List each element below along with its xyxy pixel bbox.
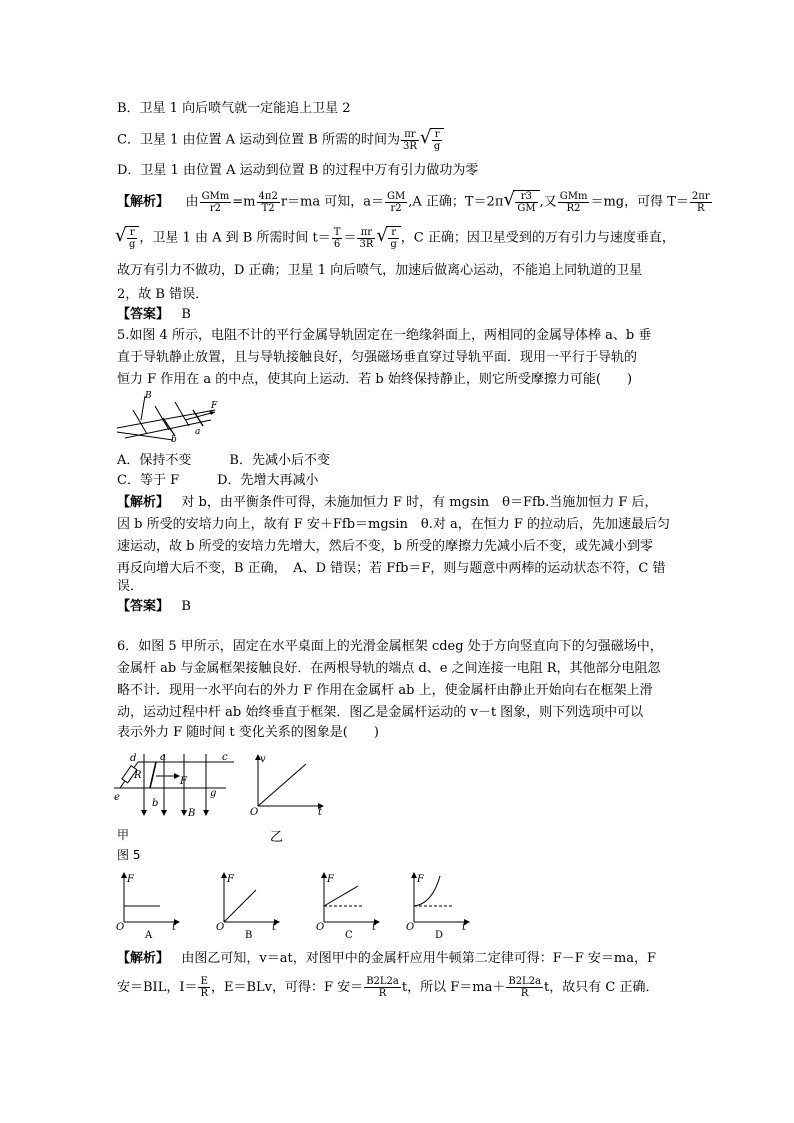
- q5-stem-line-2: 直于导轨静止放置，且与导轨接触良好，匀强磁场垂直穿过导轨平面．现用一平行于导轨的: [117, 350, 638, 365]
- q5-analysis-line-5: 误．: [117, 579, 144, 594]
- option-c-label: C: [345, 930, 353, 940]
- q6-stem-line-4: 动，运动过程中杆 ab 始终垂直于框架．图乙是金属杆运动的 v－t 图象，则下列选项中可以: [117, 705, 644, 720]
- fig-caption-yi: 乙: [270, 830, 284, 845]
- analysis-line-3: 故万有引力不做功，D 正确；卫星 1 向后喷气，加速后做离心运动，不能追上同轨道的卫星: [117, 263, 643, 278]
- svg-text:F: F: [227, 874, 234, 885]
- fig5-label-R: R: [134, 770, 142, 781]
- option-b-label: B: [245, 930, 253, 940]
- analysis-line-4: 2，故 B 错误．: [117, 287, 209, 302]
- fig5-yi-label-t: t: [318, 807, 323, 816]
- fig4-label-F: F: [211, 401, 218, 411]
- fig-caption-figure-5: 图 5: [117, 848, 141, 862]
- figure-4-diagram: [115, 388, 225, 444]
- q5-answer-line: 【答案】 B: [117, 599, 191, 614]
- svg-text:O: O: [316, 922, 325, 933]
- fig5-label-F: F: [180, 776, 187, 787]
- fig5-label-d: d: [130, 753, 137, 764]
- q5-options-row-1: A．保持不变 B．先减小后不变: [117, 453, 330, 468]
- option-graph-b: [214, 870, 284, 940]
- analysis-line-1: 【解析】 由 $\frac{\text{GMm}}{r2}$ =m $\frac{4\pi 2}{T2}$ r＝ma 可知，a＝ $\frac{GM}{r2}$ ,A 正确；T＝2π √ $\frac{r3}{GM}$ ,又 $\frac{\text{GMm}}{R2}$ ＝mg，可得 T＝ $\frac{2\pi r}{R}$: [117, 190, 713, 214]
- q6-analysis-line-2: 安＝BIL，I＝ $\frac{E}{R}$ ，E＝BLv，可得：F 安＝ $\frac{B2L2a}{R}$ t，所以 F＝ma＋ $\frac{B2L2a}{R}$ t，故只有 C 正确．: [117, 976, 659, 999]
- fig5-label-g: g: [210, 788, 217, 799]
- svg-text:O: O: [116, 922, 125, 933]
- option-a-label: A: [145, 930, 153, 940]
- q6-stem-line-5: 表示外力 F 随时间 t 变化关系的图象是( ): [117, 725, 379, 740]
- fig4-label-B: B: [145, 391, 152, 401]
- q5-analysis-line-4: 再反向增大后不变，B 正确， A、D 错误；若 Ffb＝F，则与题意中两棒的运动状态不符，C 错: [117, 561, 666, 576]
- svg-text:t: t: [172, 922, 177, 933]
- q6-stem-line-1: 6．如图 5 甲所示，固定在水平桌面上的光滑金属框架 cdeg 处于方向竖直向下的匀强磁场中，: [117, 639, 663, 654]
- svg-text:t: t: [372, 922, 377, 933]
- fig5-label-b: b: [152, 798, 159, 809]
- q5-analysis-line-3: 速运动，故 b 所受的安培力先增大，然后不变，b 所受的摩擦力先减小后不变，或先减小到零: [117, 539, 654, 554]
- svg-text:t: t: [272, 922, 277, 933]
- fig5-label-B: B: [188, 808, 196, 819]
- fig4-label-b: b: [171, 435, 177, 444]
- q5-analysis-line-1: 【解析】 对 b，由平衡条件可得，未施加恒力 F 时，有 mgsin θ＝Ffb.当施加恒力 F 后，: [117, 495, 658, 510]
- svg-text:F: F: [127, 874, 134, 885]
- option-d-label: D: [435, 930, 444, 940]
- answer-line: 【答案】 B: [117, 307, 191, 322]
- option-c: C．卫星 1 由位置 A 运动到位置 B 所需的时间为 $\frac{\pi r}{3R}$ √ $\frac{r}{g}$: [117, 128, 444, 152]
- q5-options-row-2: C．等于 F D．先增大再减小: [117, 473, 319, 488]
- figure-5-yi-vt-graph: [248, 752, 328, 816]
- q6-analysis-line-1: 【解析】 由图乙可知，v＝at，对图甲中的金属杆应用牛顿第二定律可得：F－F 安＝ma，F: [117, 951, 657, 966]
- option-b: B．卫星 1 向后喷气就一定能追上卫星 2: [117, 101, 351, 116]
- svg-text:F: F: [417, 874, 424, 885]
- svg-text:t: t: [462, 922, 467, 933]
- q5-stem-line-1: 5.如图 4 所示，电阻不计的平行金属导轨固定在一绝缘斜面上，两相同的金属导体棒 a、b 垂: [117, 328, 652, 343]
- fig4-label-a: a: [195, 427, 201, 437]
- q6-stem-line-3: 略不计．现用一水平向右的外力 F 作用在金属杆 ab 上，使金属杆由静止开始向右在框架上滑: [117, 683, 653, 698]
- fig5-yi-label-O: O: [250, 807, 259, 816]
- fig5-yi-label-v: v: [260, 754, 266, 765]
- fig5-label-c: c: [222, 752, 228, 763]
- option-graph-a: [114, 870, 184, 940]
- option-d: D．卫星 1 由位置 A 运动到位置 B 的过程中万有引力做功为零: [117, 163, 479, 178]
- svg-text:O: O: [216, 922, 225, 933]
- figure-5-jia-circuit: [112, 748, 242, 820]
- fig5-label-e: e: [114, 792, 120, 803]
- fig5-label-a: a: [160, 752, 166, 763]
- q5-stem-line-3: 恒力 F 作用在 a 的中点，使其向上运动．若 b 始终保持静止，则它所受摩擦力可能( ): [117, 372, 633, 387]
- fig-caption-jia: 甲: [117, 828, 130, 842]
- option-graph-c: [314, 870, 384, 940]
- svg-text:F: F: [327, 874, 334, 885]
- analysis-line-2: √ $\frac{r}{g}$ ，卫星 1 由 A 到 B 所需时间 t＝ $\frac{T}{6}$ ＝ $\frac{\pi r}{3R}$ √ $\frac{r}{g}$ ，C 正确；因卫星受到的万有引力与速度垂直，: [117, 226, 675, 250]
- option-graph-d: [404, 870, 474, 940]
- svg-text:O: O: [406, 922, 415, 933]
- q6-stem-line-2: 金属杆 ab 与金属框架接触良好．在两根导轨的端点 d、e 之间连接一电阻 R，其他部分电阻忽: [117, 661, 661, 676]
- q5-analysis-line-2: 因 b 所受的安培力向上，故有 F 安＋Ffb＝mgsin θ.对 a，在恒力 F 的拉动后，先加速最后匀: [117, 517, 671, 532]
